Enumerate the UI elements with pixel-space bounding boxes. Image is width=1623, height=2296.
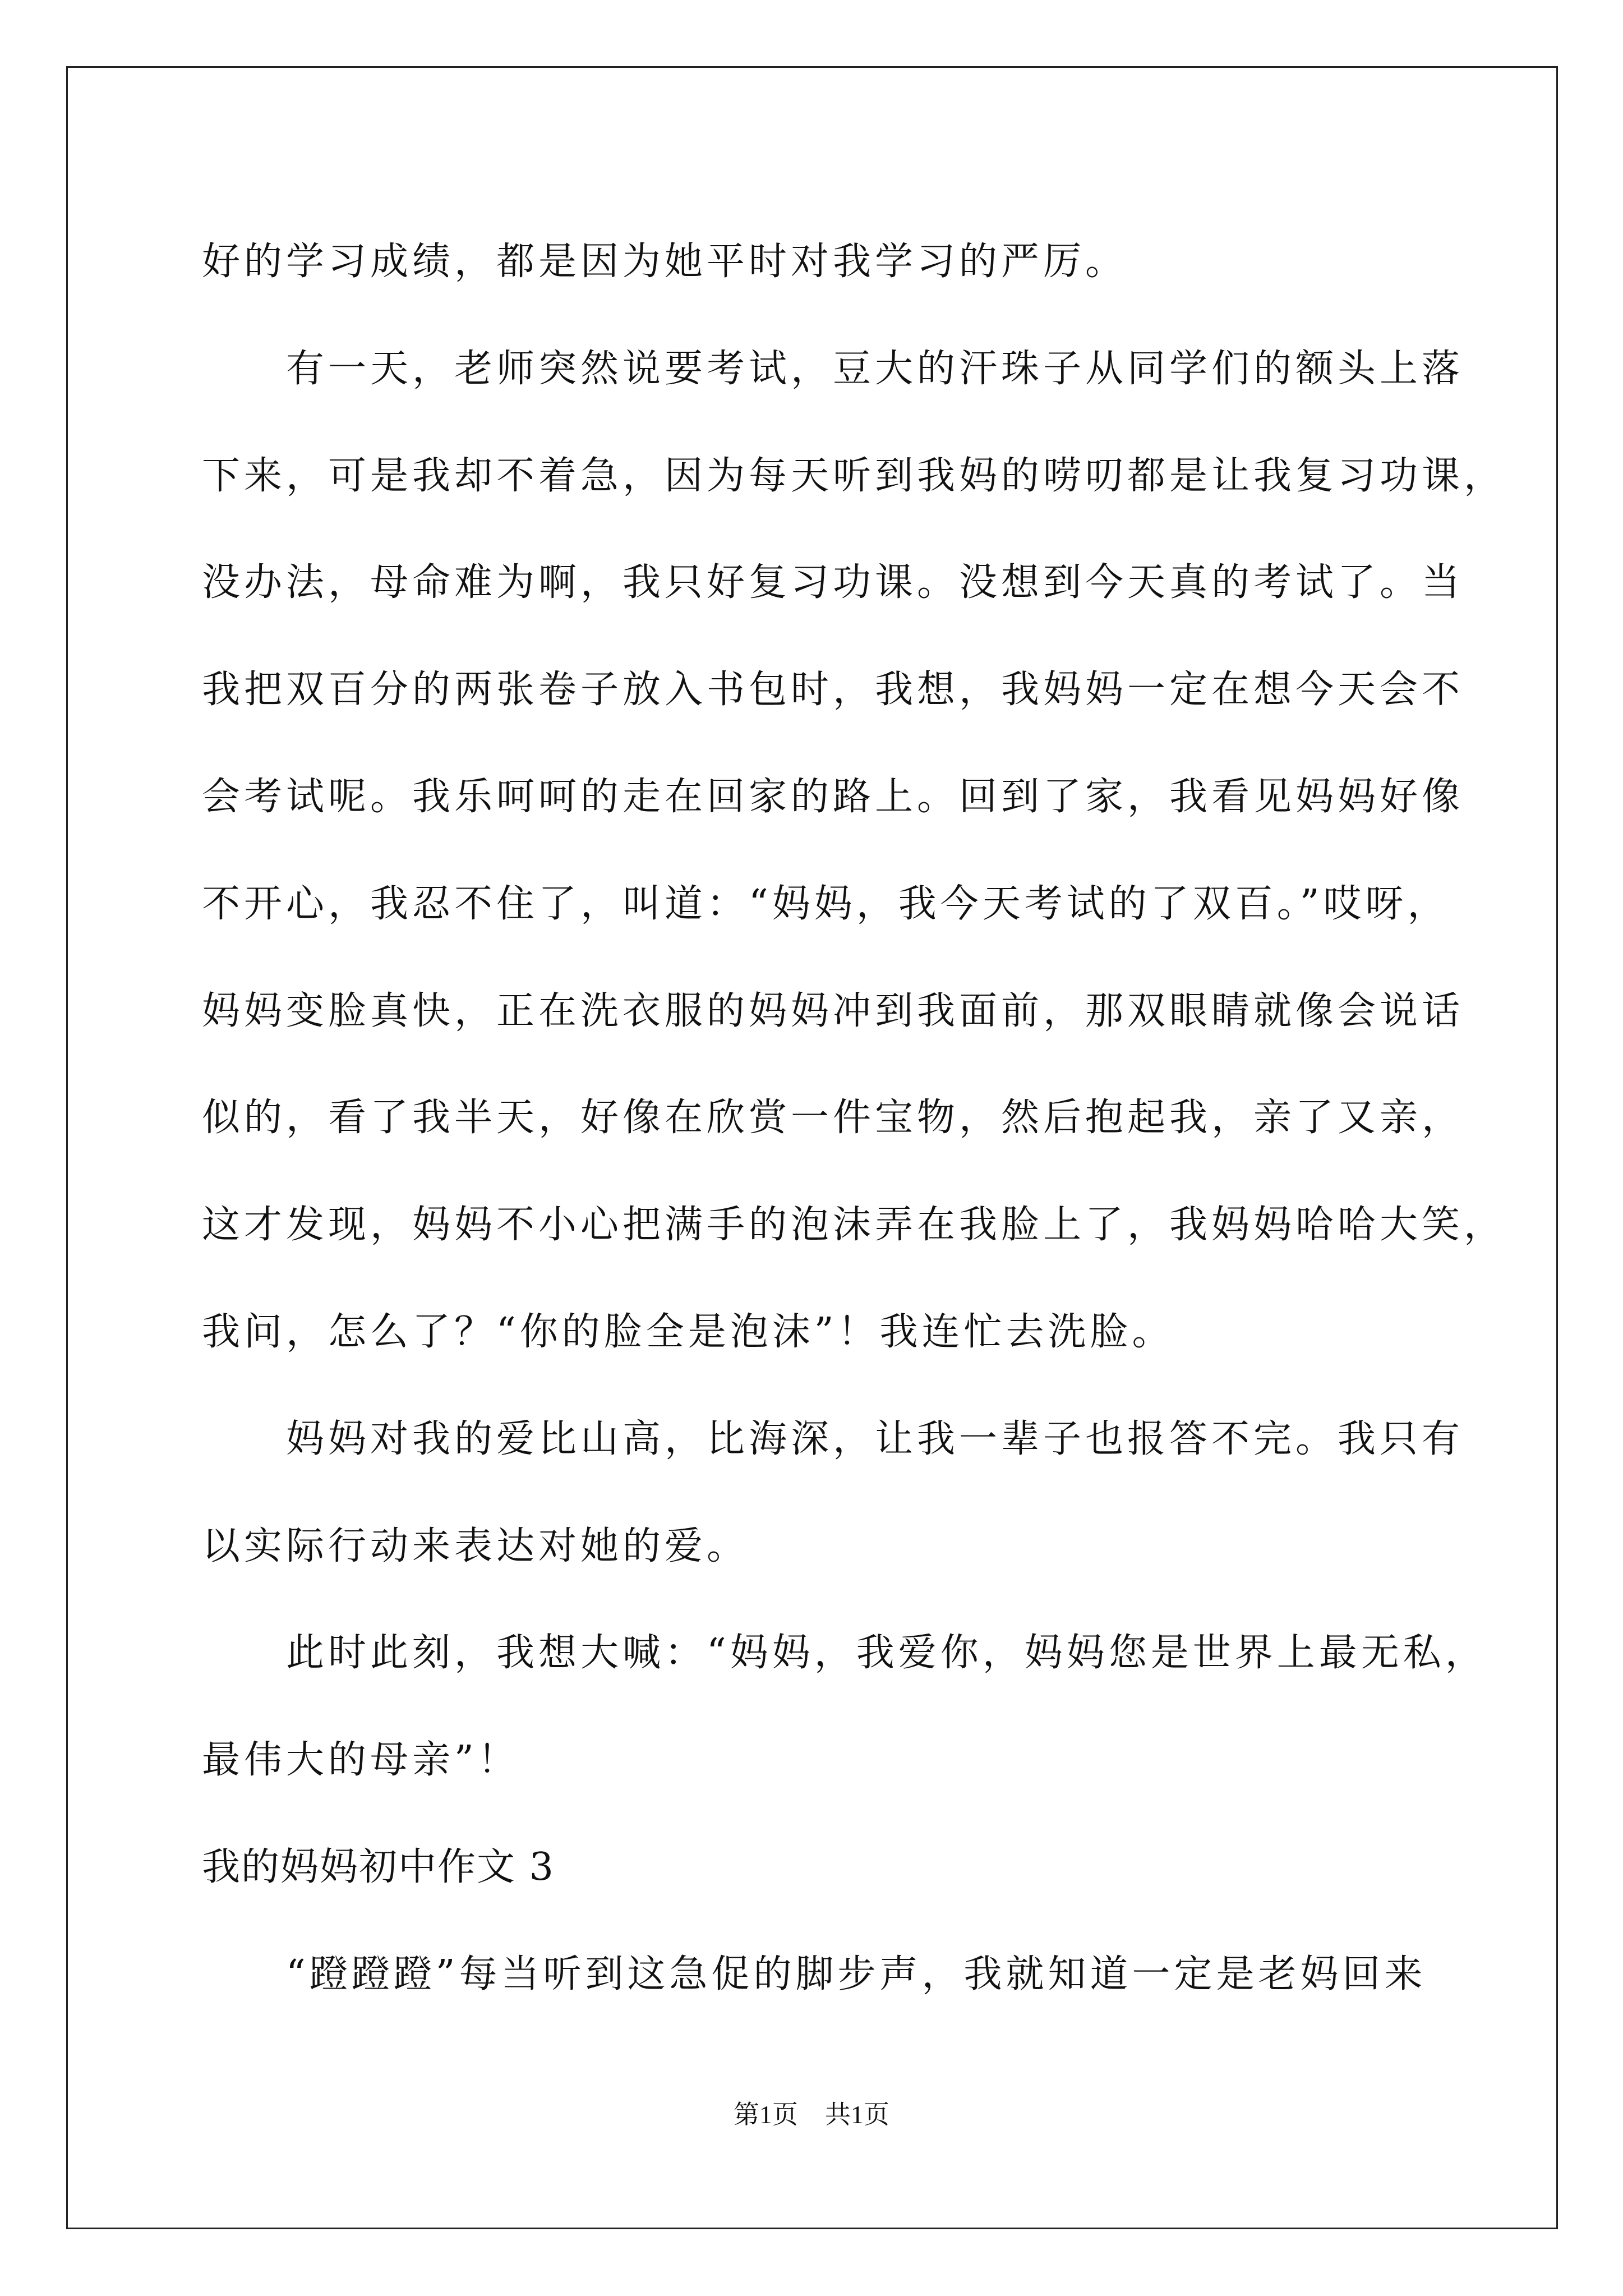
page-total: 共1页 xyxy=(825,2100,889,2129)
page-number: 第1页 xyxy=(734,2100,798,2129)
text-line: 好的学习成绩，都是因为她平时对我学习的严厉。 xyxy=(202,240,1128,284)
text-line: 我问，怎么了？“你的脸全是泡沫”！我连忙去洗脸。 xyxy=(202,1309,1174,1354)
document-body xyxy=(202,209,1506,2028)
page-footer xyxy=(0,2098,1623,2132)
text-line: 此时此刻，我想大喊：“妈妈，我爱你，妈妈您是世界上最无私， xyxy=(286,1631,1487,1676)
text-line: 会考试呢。我乐呵呵的走在回家的路上。回到了家，我看见妈妈好像 xyxy=(202,774,1464,819)
text-line: 我把双百分的两张卷子放入书包时，我想，我妈妈一定在想今天会不 xyxy=(202,668,1464,712)
text-line: 有一天，老师突然说要考试，豆大的汗珠子从同学们的额头上落 xyxy=(286,346,1464,391)
text-line: 以实际行动来表达对她的爱。 xyxy=(202,1524,749,1568)
text-line: 不开心，我忍不住了，叫道：“妈妈，我今天考试的了双百。”哎呀， xyxy=(202,881,1450,926)
text-line: “蹬蹬蹬”每当听到这急促的脚步声，我就知道一定是老妈回来 xyxy=(286,1952,1427,1996)
text-line: 妈妈对我的爱比山高，比海深，让我一辈子也报答不完。我只有 xyxy=(286,1416,1464,1461)
section-heading: 我的妈妈初中作文 3 xyxy=(202,1844,555,1889)
text-line: 没办法，母命难为啊，我只好复习功课。没想到今天真的考试了。当 xyxy=(202,560,1464,605)
text-line: 这才发现，妈妈不小心把满手的泡沫弄在我脸上了，我妈妈哈哈大笑， xyxy=(202,1203,1506,1248)
text-line: 最伟大的母亲”！ xyxy=(202,1738,520,1783)
text-line: 妈妈变脸真快，正在洗衣服的妈妈冲到我面前，那双眼睛就像会说话 xyxy=(202,988,1464,1033)
text-line: 似的，看了我半天，好像在欣赏一件宝物，然后抱起我，亲了又亲， xyxy=(202,1096,1464,1140)
text-line: 下来，可是我却不着急，因为每天听到我妈的唠叨都是让我复习功课， xyxy=(202,453,1506,498)
